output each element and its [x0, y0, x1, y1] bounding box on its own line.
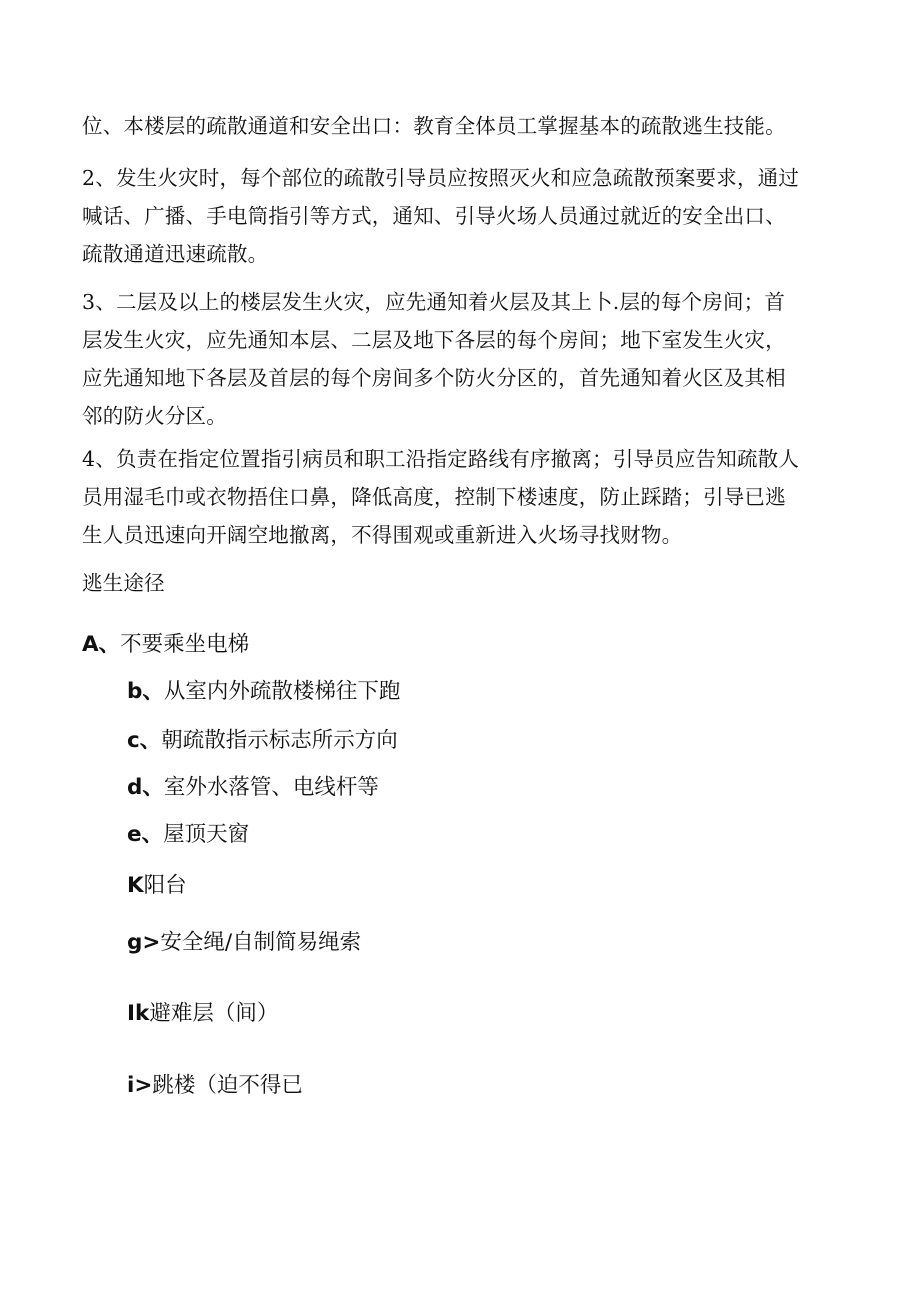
list-marker: b、: [127, 679, 164, 704]
escape-route-item: [127, 726, 398, 756]
escape-route-item: [127, 871, 187, 901]
escape-route-item: [82, 630, 249, 660]
paragraph-line: 4、负责在指定位置指引病员和职工沿指定路线有序撤离；引导员应告知疏散人: [82, 447, 800, 471]
list-marker: e、: [127, 822, 164, 847]
paragraph-line: 生人员迅速向开阔空地撤离，不得围观或重新进入火场寻找财物。: [82, 523, 683, 547]
list-marker: K: [127, 873, 144, 898]
paragraph-line: 2、发生火灾时，每个部位的疏散引导员应按照灭火和应急疏散预案要求，通过: [82, 166, 800, 190]
list-marker: g>: [127, 930, 161, 955]
paragraph-line: 位、本楼层的疏散通道和安全出口：教育全体员工掌握基本的疏散逃生技能。: [82, 114, 786, 138]
paragraph-line: 喊话、广播、手电筒指引等方式，通知、引导火场人员通过就近的安全出口、: [82, 204, 786, 228]
paragraph-line: 应先通知地下各层及首层的每个房间多个防火分区的，首先通知着火区及其相: [82, 366, 786, 390]
escape-route-item: [127, 677, 400, 707]
list-marker: c、: [127, 728, 162, 753]
list-marker: A、: [82, 632, 121, 657]
paragraph-line: 邻的防火分区。: [82, 404, 227, 428]
list-item-text: 安全绳/自制简易绳索: [160, 930, 362, 955]
paragraph-line: 层发生火灾，应先通知本层、二层及地下各层的每个房间；地下室发生火灾，: [82, 328, 786, 352]
list-item-text: 跳楼（迫不得已: [152, 1073, 303, 1098]
escape-route-item: [127, 999, 278, 1029]
paragraph-line: 员用湿毛巾或衣物捂住口鼻，降低高度，控制下楼速度，防止踩踏；引导已逃: [82, 485, 786, 509]
paragraph-3: [82, 283, 842, 435]
list-item-text: 不要乘坐电梯: [120, 632, 250, 657]
paragraph-4: [82, 440, 842, 554]
escape-route-item: [127, 928, 361, 958]
escape-route-item: [127, 820, 249, 850]
list-item-text: 从室内外疏散楼梯往下跑: [163, 679, 401, 704]
list-item-text: 室外水落管、电线杆等: [163, 775, 379, 800]
list-item-text: 屋顶天窗: [163, 822, 250, 847]
list-marker: i>: [127, 1073, 153, 1098]
paragraph-2: [82, 159, 842, 273]
paragraph-line: 3、二层及以上的楼层发生火灾，应先通知着火层及其上卜.层的每个房间；首: [82, 290, 786, 314]
section-heading: 逃生途径: [82, 571, 165, 595]
escape-route-item: [127, 1071, 303, 1101]
list-item-text: 阳台: [143, 873, 187, 898]
paragraph-1: [82, 107, 842, 145]
paragraph-line: 疏散通道迅速疏散。: [82, 242, 269, 266]
list-item-text: 避难层（间）: [149, 1001, 279, 1026]
escape-route-item: [127, 773, 379, 803]
list-item-text: 朝疏散指示标志所示方向: [161, 728, 398, 753]
list-marker: Ik: [127, 1001, 150, 1026]
list-marker: d、: [127, 775, 164, 800]
